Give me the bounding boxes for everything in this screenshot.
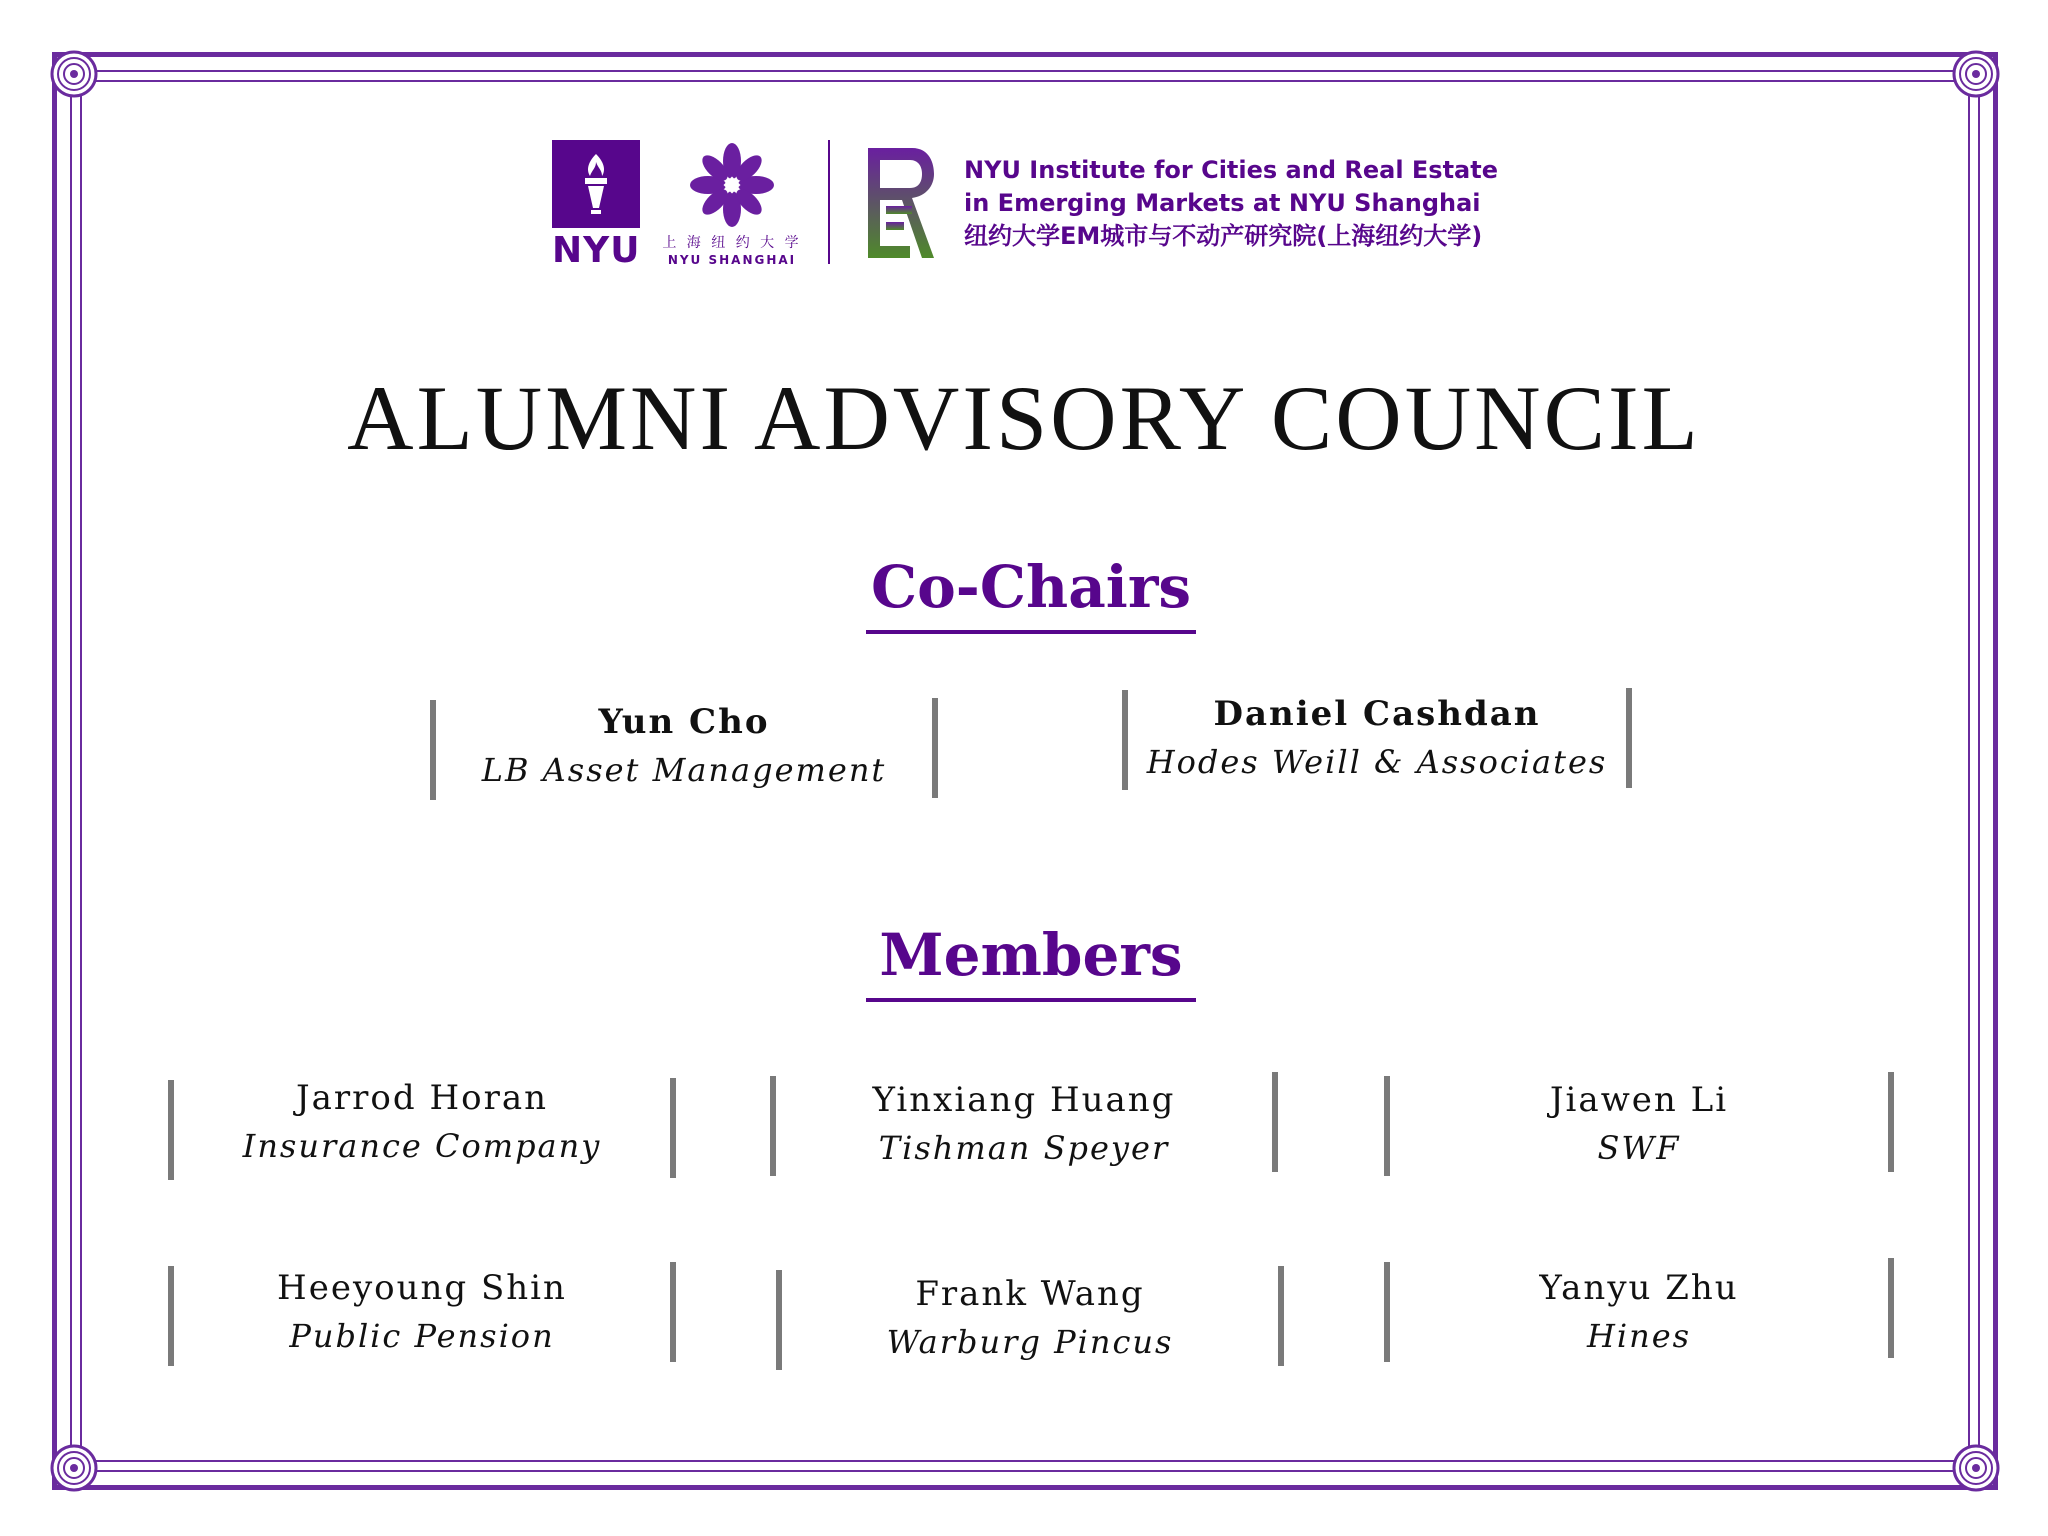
divider-bar [1888, 1258, 1894, 1358]
logo-divider [828, 140, 830, 264]
members-heading [866, 920, 1196, 990]
divider-bar [1278, 1266, 1284, 1366]
person-name: Jiawen Li [1549, 1080, 1729, 1120]
corner-ornament-icon [50, 1434, 108, 1492]
inner-frame [80, 80, 1970, 1462]
institute-line-2: in Emerging Markets at NYU Shanghai [964, 189, 1481, 217]
institute-line-1: NYU Institute for Cities and Real Estate [964, 156, 1498, 184]
person-name: Yanyu Zhu [1539, 1268, 1739, 1308]
member-entry [1390, 1076, 1888, 1172]
lotus-icon [662, 140, 802, 230]
icre-icon [864, 144, 936, 262]
cochair-entry [1128, 690, 1626, 786]
person-organization: SWF [1597, 1129, 1681, 1167]
person-name: Yun Cho [598, 702, 770, 742]
divider-bar [670, 1078, 676, 1178]
person-name: Frank Wang [915, 1274, 1145, 1314]
corner-ornament-icon [50, 50, 108, 108]
cochairs-heading [866, 552, 1196, 622]
page-title: ALUMNI ADVISORY COUNCIL [347, 367, 1701, 469]
institute-line-3: 纽约大学EM城市与不动产研究院(上海纽约大学) [964, 222, 1483, 250]
divider-bar [1626, 688, 1632, 788]
corner-ornament-icon [1942, 50, 2000, 108]
person-name: Daniel Cashdan [1213, 694, 1541, 734]
person-organization: Insurance Company [242, 1127, 602, 1165]
nyu-shanghai-english: NYU SHANGHAI [667, 253, 797, 267]
member-entry [174, 1264, 670, 1360]
nyu-shanghai-chinese: 上 海 纽 约 大 学 [662, 235, 802, 251]
member-entry [174, 1074, 670, 1170]
person-organization: Public Pension [289, 1317, 555, 1355]
members-underline [866, 998, 1196, 1002]
person-name: Jarrod Horan [296, 1078, 548, 1118]
member-entry [776, 1076, 1272, 1172]
nyu-shanghai-logo [662, 140, 802, 268]
corner-ornament-icon [1942, 1434, 2000, 1492]
person-name: Heeyoung Shin [277, 1268, 567, 1308]
cochairs-heading-text: Co-Chairs [870, 553, 1192, 621]
institute-name [964, 154, 1498, 253]
person-organization: Hodes Weill & Associates [1146, 743, 1608, 781]
cochairs-underline [866, 630, 1196, 634]
person-name: Yinxiang Huang [872, 1080, 1176, 1120]
divider-bar [670, 1262, 676, 1362]
member-entry [1390, 1264, 1888, 1360]
cochair-entry [436, 698, 932, 794]
torch-icon [552, 140, 640, 228]
person-organization: Hines [1586, 1317, 1692, 1355]
person-organization: LB Asset Management [481, 751, 887, 789]
divider-bar [1888, 1072, 1894, 1172]
members-heading-text: Members [879, 921, 1183, 989]
nyu-wordmark: NYU [552, 230, 641, 271]
divider-bar [932, 698, 938, 798]
member-entry [782, 1270, 1278, 1366]
person-organization: Warburg Pincus [886, 1323, 1174, 1361]
person-organization: Tishman Speyer [878, 1129, 1170, 1167]
divider-bar [1272, 1072, 1278, 1172]
nyu-logo [552, 140, 641, 271]
